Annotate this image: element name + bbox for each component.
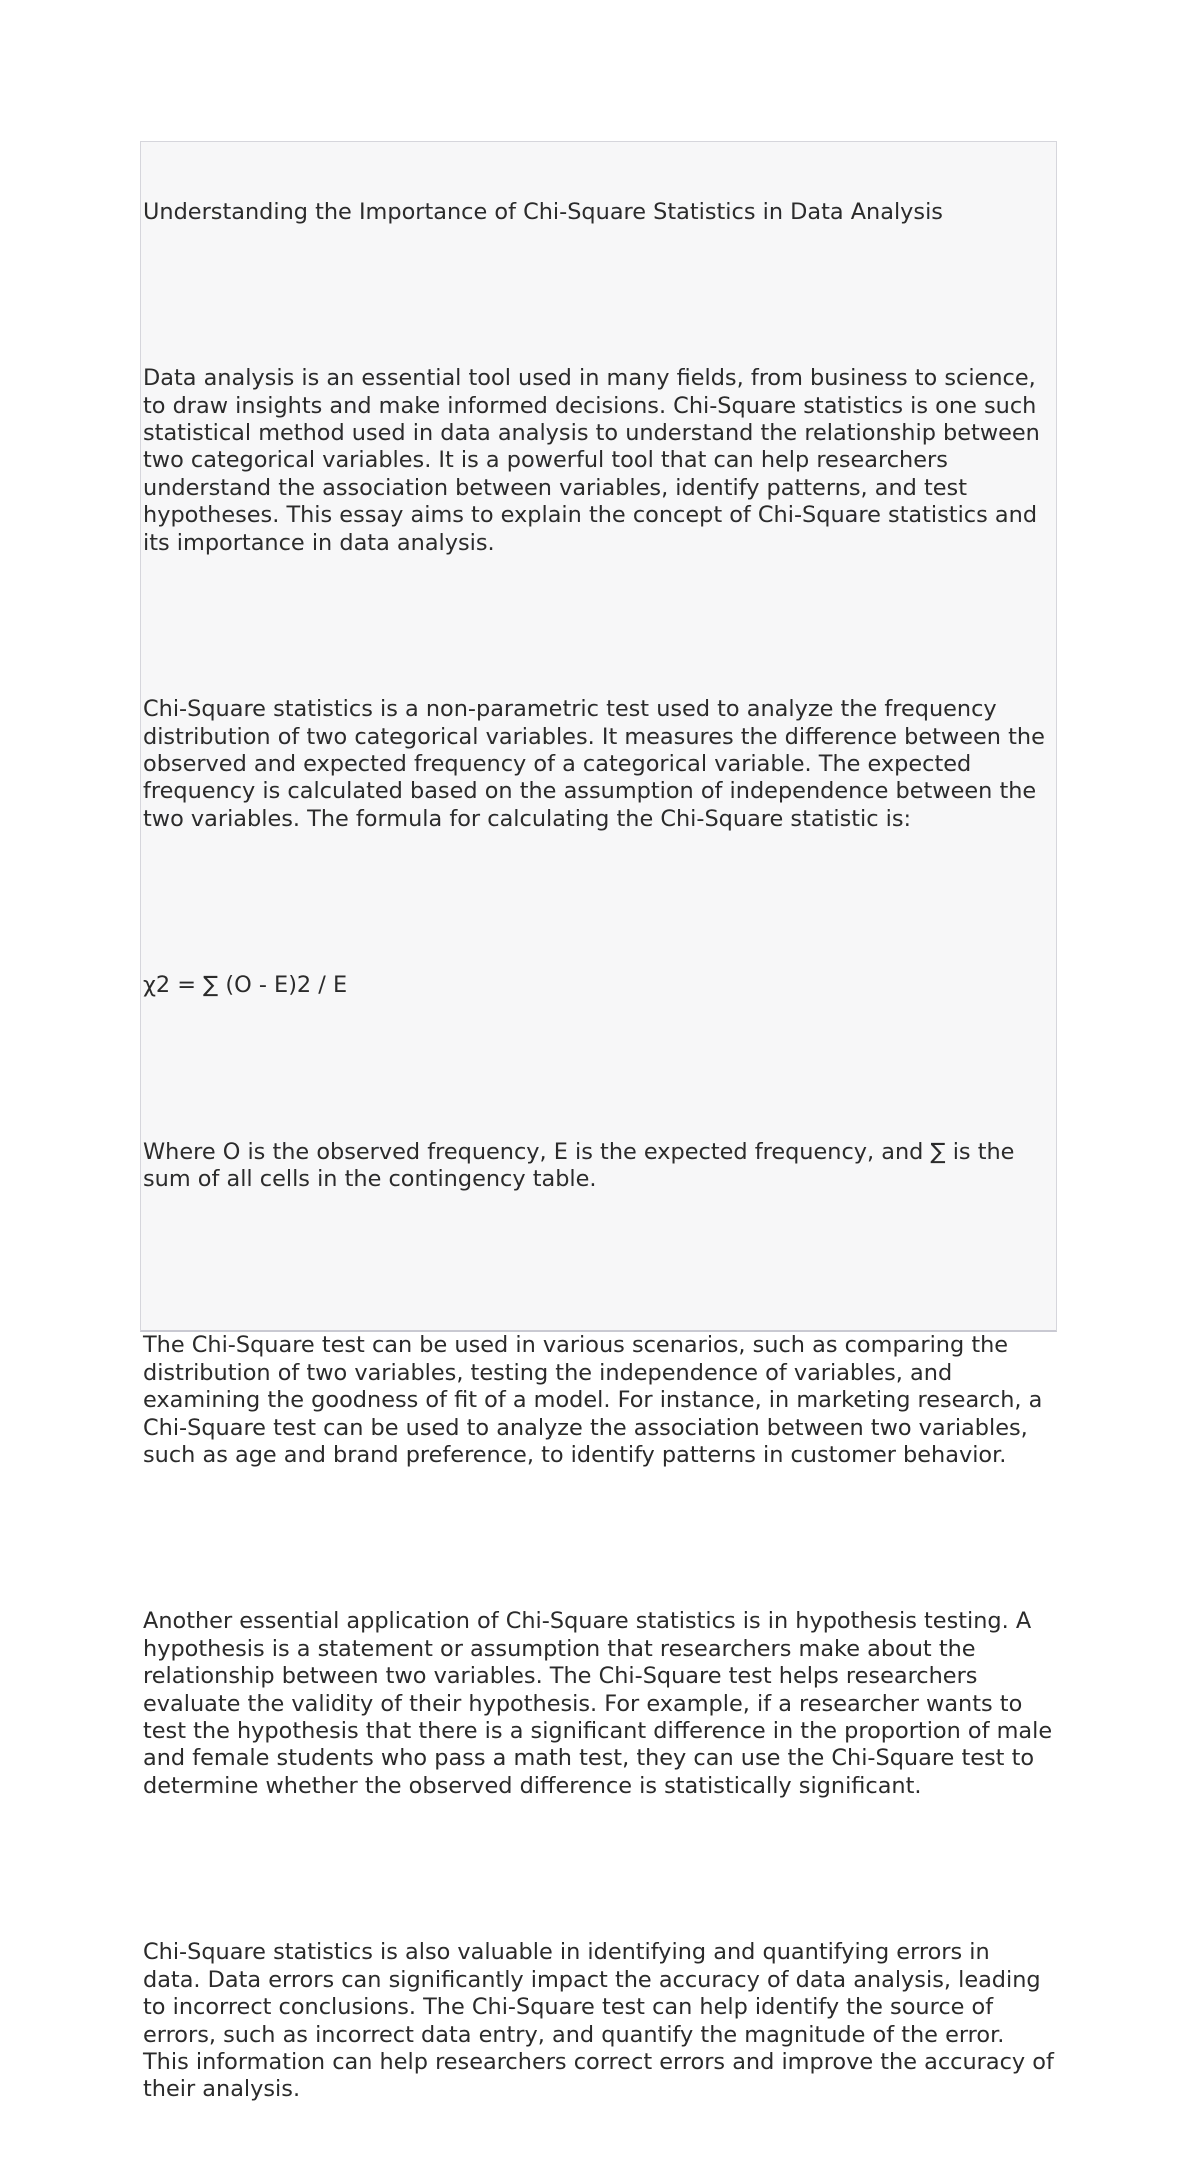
chi-square-formula: χ2 = ∑ (O - E)2 / E: [143, 972, 348, 999]
essay-title: Understanding the Importance of Chi-Square Statistics in Data Analysis: [143, 198, 943, 225]
paragraph-intro: Data analysis is an essential tool used in many fields, from business to science, to draw insights and make informed decisions. Chi-Square statistics is one such statistical method used in data analysis to understand the relationship between two categorical variables. It is a powerful tool that can help researchers understand the association between variables, identify patterns, and test hypotheses. This essay aims to explain the concept of Chi-Square statistics and its importance in data analysis.: [143, 365, 1047, 556]
paragraph-data-errors: Chi-Square statistics is also valuable in identifying and quantifying errors in data. Data errors can significantly impact the accuracy of data analysis, leading to incorrect conclusions. The Chi-Square test can help identify the source of errors, such as incorrect data entry, and quantify the magnitude of the error. This information can help researchers correct errors and improve the accuracy of their analysis.: [143, 1939, 1061, 2103]
paragraph-gap: [143, 1524, 1054, 1553]
paragraph-definition: Chi-Square statistics is a non-parametric test used to analyze the frequency distribution of two categorical variables. It measures the difference between the observed and expected frequency of a categorical variable. The expected frequency is calculated based on the assumption of independence between the two variables. The formula for calculating the Chi-Square statistic is:: [143, 696, 1052, 832]
paragraph-gap: [143, 1054, 1054, 1083]
paragraph-gap: [143, 281, 1054, 310]
paragraph-gap: [143, 612, 1054, 641]
essay-text-box: [140, 141, 1061, 2103]
paragraph-gap: [143, 1855, 1054, 1884]
paragraph-gap: [143, 888, 1054, 917]
paragraph-gap: [143, 1248, 1054, 1277]
paragraph-formula-explanation: Where O is the observed frequency, E is the expected frequency, and ∑ is the sum of all cells in the contingency table.: [143, 1138, 1022, 1192]
paragraph-hypothesis-testing: Another essential application of Chi-Square statistics is in hypothesis testing. A hypothesis is a statement or assumption that researchers make about the relationship between two variables. The Chi-Square test helps researchers evaluate the validity of their hypothesis. For example, if a researcher wants to test the hypothesis that there is a significant difference in the proportion of male and female students who pass a math test, they can use the Chi-Square test to determine whether the observed difference is statistically significant.: [143, 1608, 1060, 1799]
essay-content: [143, 142, 1061, 2159]
paragraph-scenarios: The Chi-Square test can be used in various scenarios, such as comparing the distribution of two variables, testing the independence of variables, and examining the goodness of fit of a model. For instance, in marketing research, a Chi-Square test can be used to analyze the association between two variables, such as age and brand preference, to identify patterns in customer behavior.: [143, 1332, 1050, 1469]
